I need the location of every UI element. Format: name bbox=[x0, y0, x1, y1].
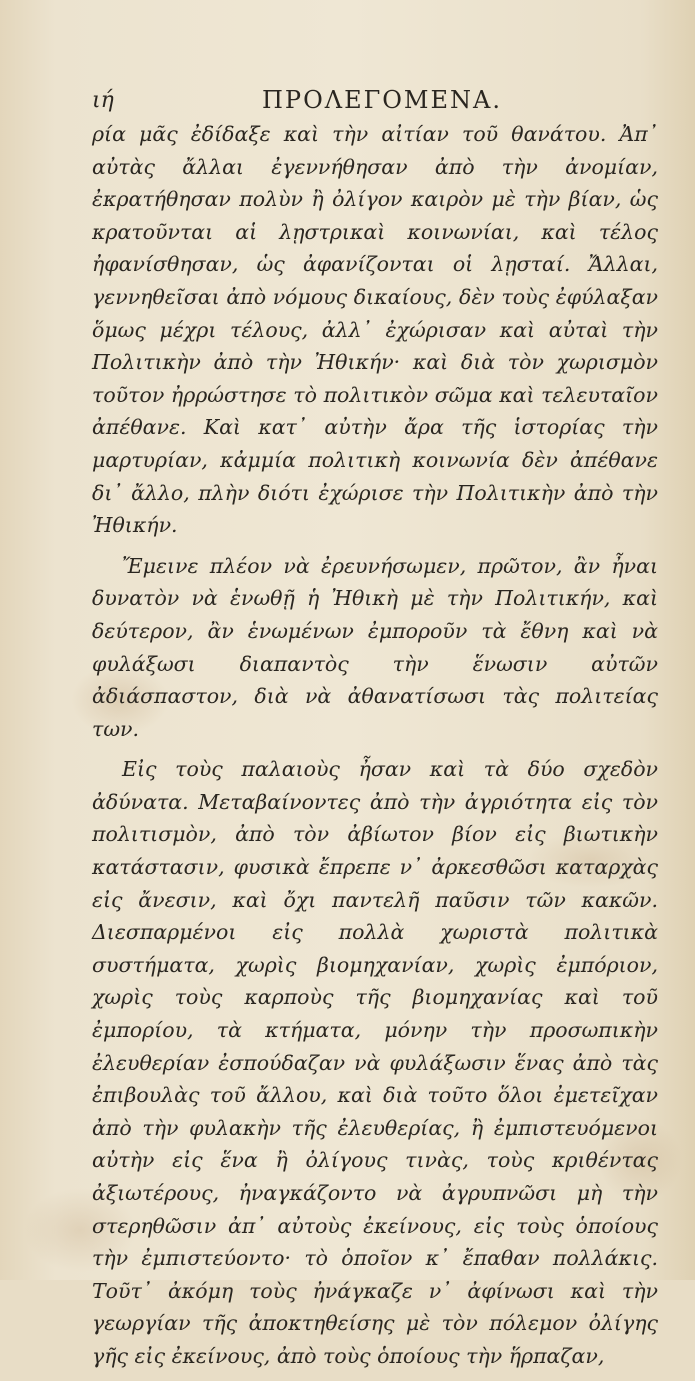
body-text bbox=[92, 118, 658, 1381]
page-header bbox=[92, 82, 655, 118]
running-title: ΠΡΟΛΕΓΟΜΕΝΑ. bbox=[262, 86, 502, 114]
page-number: ιή bbox=[92, 88, 114, 113]
paragraph: ρία μᾶς ἐδίδαξε καὶ τὴν αἰτίαν τοῦ θανάτου. Ἀπ᾽ αὐτὰς ἄλλαι ἐγεννήθησαν ἀπὸ τὴν ἀνομίαν, ἐκρατήθησαν πολὺν ἢ ὀλίγον καιρὸν μὲ τὴν βίαν, ὡς κρατοῦνται αἱ λῃστρικαὶ κοινωνίαι, καὶ τέλος ἠφανίσθησαν, ὡς ἀφανίζονται οἱ λῃσταί. Ἄλλαι, γεννηθεῖσαι ἀπὸ νόμους δικαίους, δὲν τοὺς ἐφύλαξαν ὅμως μέχρι τέλους, ἀλλ᾽ ἐχώρισαν καὶ αὐταὶ τὴν Πολιτικὴν ἀπὸ τὴν Ἠθικήν· καὶ διὰ τὸν χωρισμὸν τοῦτον ἠρρώστησε τὸ πολιτικὸν σῶμα καὶ τελευταῖον ἀπέθανε. Καὶ κατ᾽ αὐτὴν ἄρα τῆς ἱστορίας τὴν μαρτυρίαν, κἀμμία πολιτικὴ κοινωνία δὲν ἀπέθανε δι᾽ ἄλλο, πλὴν διότι ἐχώρισε τὴν Πολιτικὴν ἀπὸ τὴν Ἠθικήν. bbox=[92, 122, 658, 538]
paragraph: Εἰς τοὺς παλαιοὺς ἦσαν καὶ τὰ δύο σχεδὸν ἀδύνατα. Μεταβαίνοντες ἀπὸ τὴν ἀγριότητα εἰς τὸν πολιτισμὸν, ἀπὸ τὸν ἀβίωτον βίον εἰς βιωτικὴν κατάστασιν, φυσικὰ ἔπρεπε ν᾽ ἀρκεσθῶσι καταρχὰς εἰς ἄνεσιν, καὶ ὄχι παντελῆ παῦσιν τῶν κακῶν. Διεσπαρμένοι εἰς πολλὰ χωριστὰ πολιτικὰ συστήματα, χωρὶς βιομηχανίαν, χωρὶς ἐμπόριον, χωρὶς τοὺς καρποὺς τῆς βιομηχανίας καὶ τοῦ ἐμπορίου, τὰ κτήματα, μόνην τὴν προσωπικὴν ἐλευθερίαν ἐσπούδαζαν νὰ φυλάξωσιν ἕνας ἀπὸ τὰς ἐπιβουλὰς τοῦ ἄλλου, καὶ διὰ τοῦτο ὅλοι ἐμετεῖχαν ἀπὸ τὴν φυλακὴν τῆς ἐλευθερίας, ἢ ἐμπιστευόμενοι αὐτὴν εἰς ἕνα ἢ ὀλίγους τινὰς, τοὺς κριθέντας ἀξιωτέρους, ἠναγκάζοντο νὰ ἀγρυπνῶσι μὴ τὴν στερηθῶσιν ἀπ᾽ αὐτοὺς ἐκείνους, εἰς τοὺς ὁποίους τὴν ἐμπιστεύοντο· τὸ ὁποῖον κ᾽ ἔπαθαν πολλάκις. Τοῦτ᾽ ἀκόμη τοὺς ἠνάγκαζε ν᾽ ἀφίνωσι καὶ τὴν γεωργίαν τῆς ἀποκτηθείσης μὲ τὸν πόλεμον ὀλίγης γῆς εἰς ἐκείνους, ἀπὸ τοὺς ὁποίους τὴν ἥρπαζαν, bbox=[92, 757, 658, 1368]
paragraph: Ἔμεινε πλέον νὰ ἐρευνήσωμεν, πρῶτον, ἂν ἦναι δυνατὸν νὰ ἑνωθῇ ἡ Ἠθικὴ μὲ τὴν Πολιτικήν, καὶ δεύτερον, ἂν ἑνωμένων ἐμποροῦν τὰ ἔθνη καὶ νὰ φυλάξωσι διαπαντὸς τὴν ἕνωσιν αὐτῶν ἀδιάσπαστον, διὰ νὰ ἀθανατίσωσι τὰς πολιτείας των. bbox=[92, 553, 658, 741]
